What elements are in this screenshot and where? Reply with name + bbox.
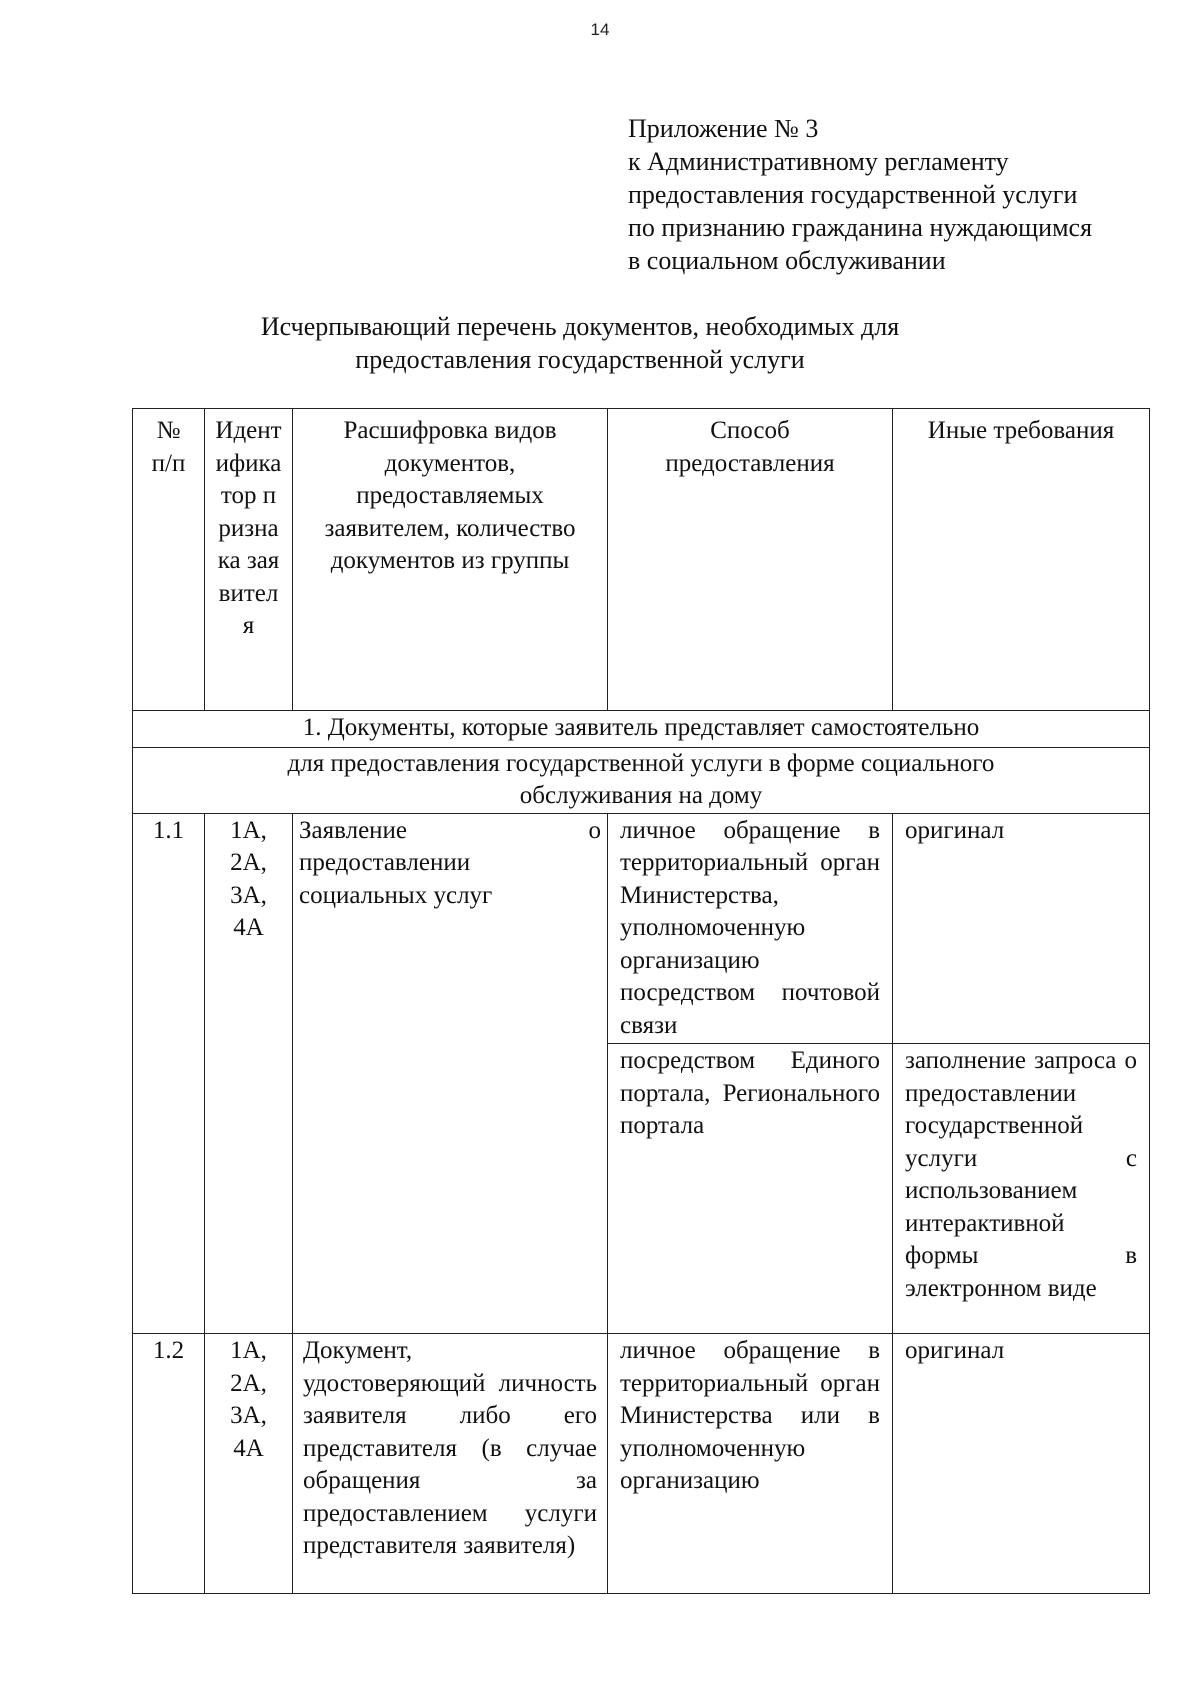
row-identifier: 1А, 2А, 3А, 4А xyxy=(205,813,293,1334)
section-row xyxy=(133,711,1150,748)
section-subtitle: для предоставления государственной услуги в форме социального обслуживания на дому xyxy=(133,747,1150,813)
document-title xyxy=(0,310,1160,376)
appendix-line: по признанию гражданина нуждающимся xyxy=(628,213,1093,242)
header-identifier: Идентификатор признака заявителя xyxy=(205,409,293,711)
document-title-line-1: Исчерпывающий перечень документов, необходимых для xyxy=(260,312,900,341)
table-row xyxy=(133,813,1150,1044)
row-description: Заявление о предоставлении социальных услуг xyxy=(293,813,608,1334)
row-identifier: 1А, 2А, 3А, 4А xyxy=(205,1334,293,1594)
row-method: посредством Единого портала, Регионального портала xyxy=(608,1044,893,1334)
header-description: Расшифровка видов документов, предоставляемых заявителем, количество документов из группы xyxy=(293,409,608,711)
appendix-header xyxy=(628,112,1092,277)
row-num: 1.1 xyxy=(133,813,205,1334)
row-method: личное обращение в территориальный орган Министерства или в уполномоченную организацию xyxy=(608,1334,893,1594)
section-subtitle-row xyxy=(133,747,1150,813)
document-title-line-2: предоставления государственной услуги xyxy=(355,345,805,374)
row-description: Документ, удостоверяющий личность заявителя либо его представителя (в случае обращения за предоставлением услуги представителя заявителя) xyxy=(293,1334,608,1594)
header-method: Способ предоставления xyxy=(608,409,893,711)
page-number: 14 xyxy=(590,20,610,39)
table-header-row xyxy=(133,409,1150,711)
row-num: 1.2 xyxy=(133,1334,205,1594)
row-other: оригинал xyxy=(893,1334,1150,1594)
appendix-line: Приложение № 3 xyxy=(628,114,819,143)
row-other: оригинал xyxy=(893,813,1150,1044)
row-method: личное обращение в территориальный орган Министерства, уполномоченную организацию посредством почтовой связи xyxy=(608,813,893,1044)
appendix-line: к Административному регламенту xyxy=(628,147,1009,176)
row-other: заполнение запроса о предоставлении государственной услуги с использованием интерактивной формы в электронном виде xyxy=(893,1044,1150,1334)
table-row xyxy=(133,1334,1150,1594)
appendix-line: в социальном обслуживании xyxy=(628,246,946,275)
header-other: Иные требования xyxy=(893,409,1150,711)
header-num: № п/п xyxy=(133,409,205,711)
appendix-line: предоставления государственной услуги xyxy=(628,180,1078,209)
section-title: 1. Документы, которые заявитель представляет самостоятельно xyxy=(133,711,1150,748)
documents-table xyxy=(132,408,1150,1594)
